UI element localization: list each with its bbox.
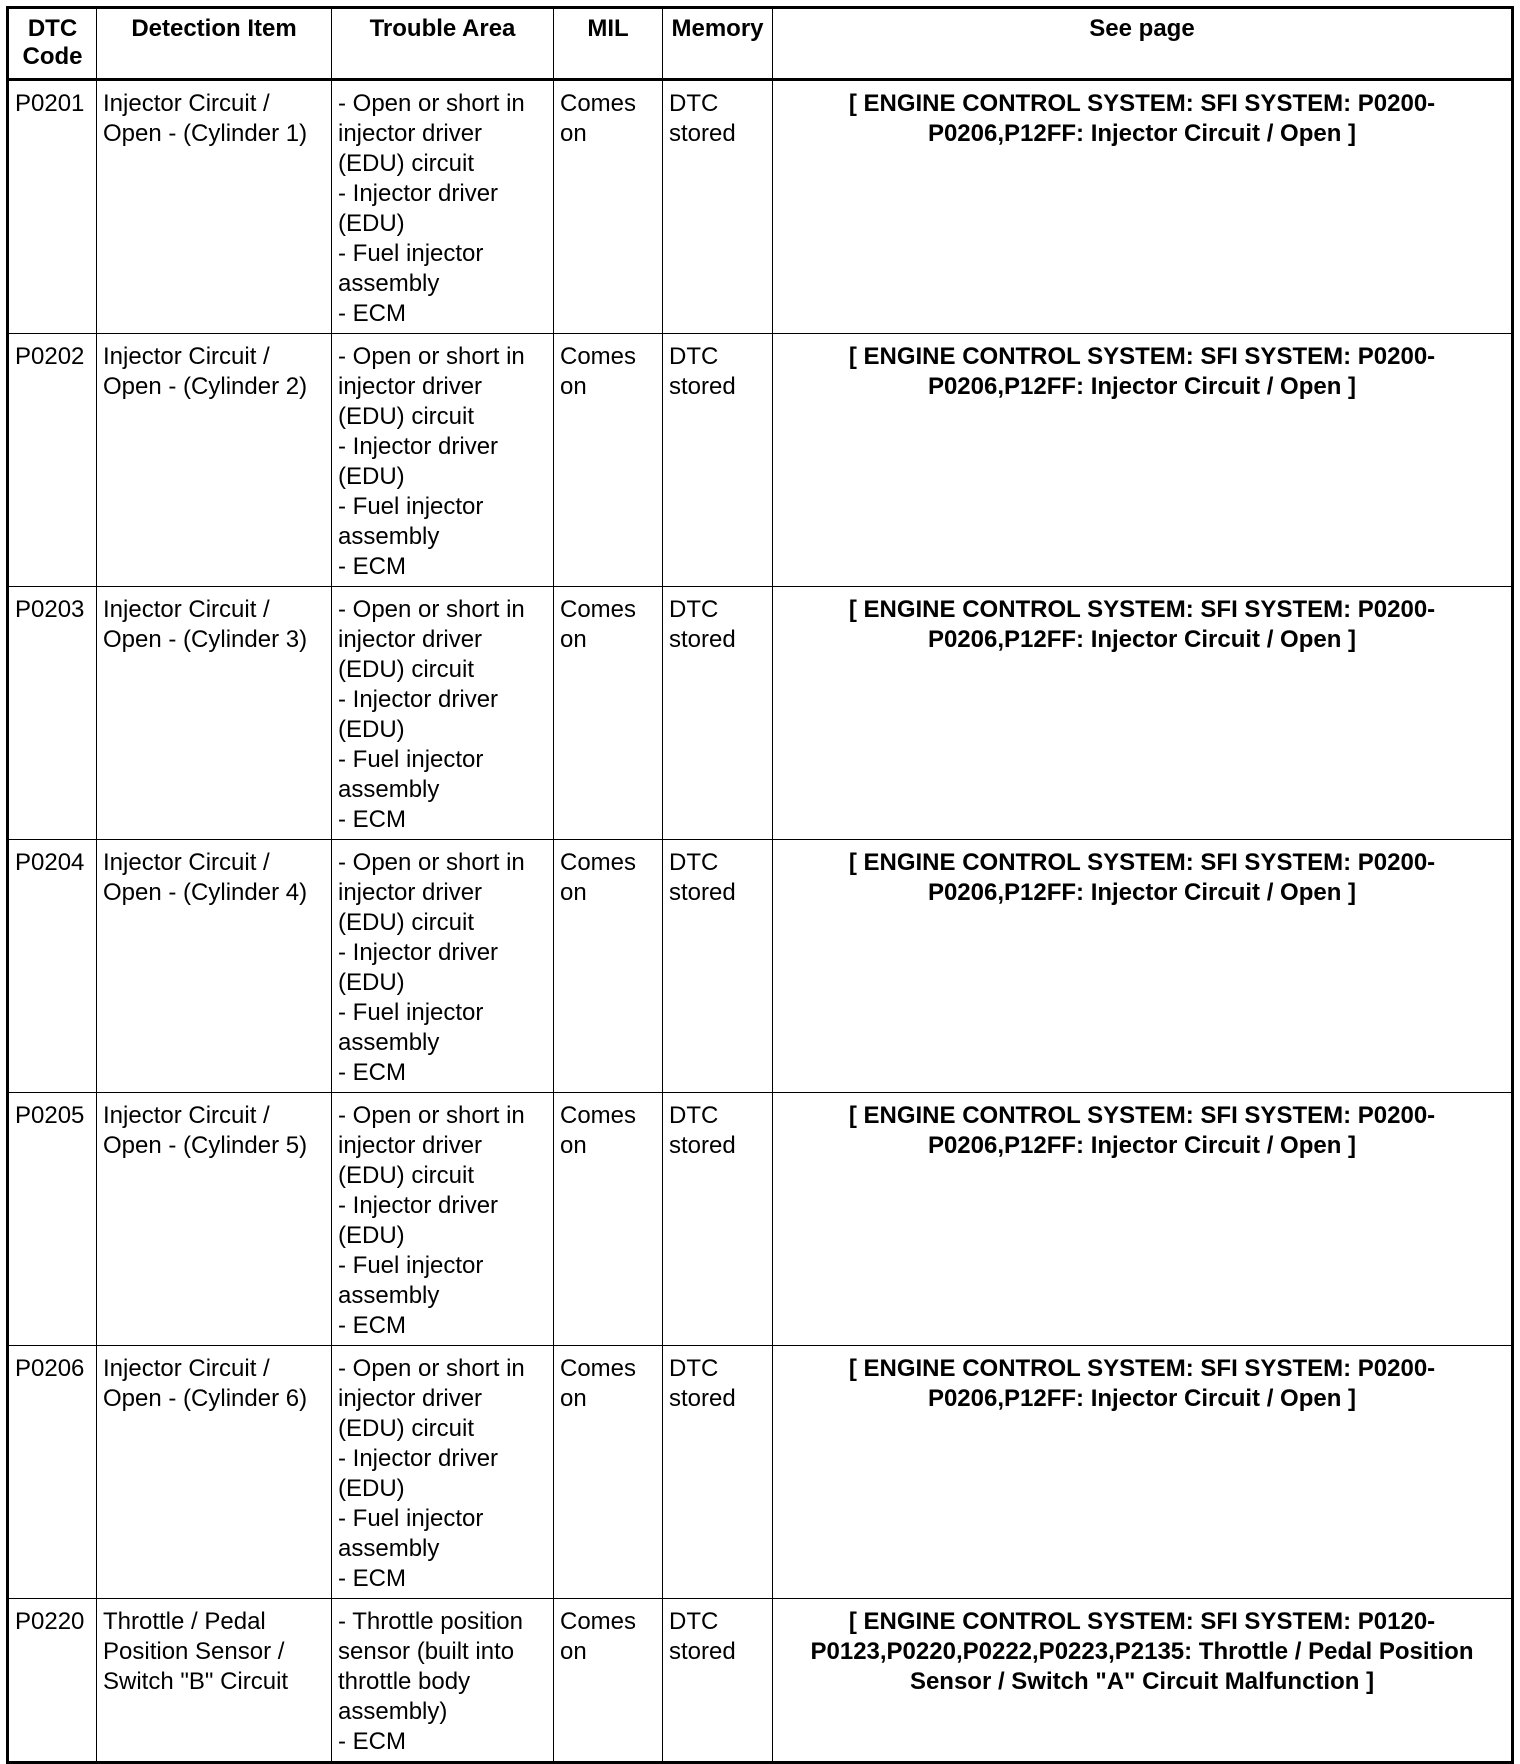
trouble-area-line: - ECM [338, 300, 406, 327]
header-see-page: See page [773, 8, 1513, 80]
detection-item-cell: Injector Circuit / Open - (Cylinder 1) [97, 80, 332, 334]
trouble-area-line: - ECM [338, 1059, 406, 1086]
dtc-code-cell: P0205 [8, 1093, 97, 1346]
see-page-reference: [ ENGINE CONTROL SYSTEM: SFI SYSTEM: P0200-P0206,P12FF: Injector Circuit / Open ] [773, 80, 1513, 334]
trouble-area-line: - Injector driver (EDU) [338, 1445, 499, 1502]
trouble-area-cell [332, 334, 554, 587]
table-row [8, 334, 1513, 587]
trouble-area-line: - Fuel injector assembly [338, 999, 484, 1056]
header-memory: Memory [663, 8, 773, 80]
trouble-area-cell [332, 1093, 554, 1346]
detection-item-cell: Injector Circuit / Open - (Cylinder 5) [97, 1093, 332, 1346]
dtc-table [6, 6, 1514, 1764]
memory-cell: DTC stored [663, 334, 773, 587]
see-page-reference: [ ENGINE CONTROL SYSTEM: SFI SYSTEM: P0120-P0123,P0220,P0222,P0223,P2135: Throttle / Pedal Position Sensor / Switch "A" Circuit Malfunction ] [773, 1599, 1513, 1763]
trouble-area-line: - Open or short in injector driver (EDU) circuit [338, 1102, 525, 1189]
trouble-area-line: - Injector driver (EDU) [338, 180, 499, 237]
dtc-document [6, 6, 1511, 1764]
trouble-area-line: - ECM [338, 553, 406, 580]
detection-item-cell: Injector Circuit / Open - (Cylinder 2) [97, 334, 332, 587]
header-dtc-code: DTC Code [8, 8, 97, 80]
dtc-code-cell: P0201 [8, 80, 97, 334]
detection-item-cell: Throttle / Pedal Position Sensor / Switch "B" Circuit [97, 1599, 332, 1763]
header-trouble-area: Trouble Area [332, 8, 554, 80]
trouble-area-line: - ECM [338, 1565, 406, 1592]
trouble-area-cell [332, 80, 554, 334]
detection-item-cell: Injector Circuit / Open - (Cylinder 3) [97, 587, 332, 840]
trouble-area-line: - ECM [338, 1312, 406, 1339]
see-page-reference: [ ENGINE CONTROL SYSTEM: SFI SYSTEM: P0200-P0206,P12FF: Injector Circuit / Open ] [773, 1346, 1513, 1599]
see-page-reference: [ ENGINE CONTROL SYSTEM: SFI SYSTEM: P0200-P0206,P12FF: Injector Circuit / Open ] [773, 334, 1513, 587]
trouble-area-cell [332, 1599, 554, 1763]
see-page-reference: [ ENGINE CONTROL SYSTEM: SFI SYSTEM: P0200-P0206,P12FF: Injector Circuit / Open ] [773, 840, 1513, 1093]
see-page-reference: [ ENGINE CONTROL SYSTEM: SFI SYSTEM: P0200-P0206,P12FF: Injector Circuit / Open ] [773, 587, 1513, 840]
trouble-area-line: - Injector driver (EDU) [338, 686, 499, 743]
trouble-area-line: - ECM [338, 1728, 406, 1755]
memory-cell: DTC stored [663, 1346, 773, 1599]
memory-cell: DTC stored [663, 1599, 773, 1763]
trouble-area-line: - Open or short in injector driver (EDU) circuit [338, 596, 525, 683]
detection-item-cell: Injector Circuit / Open - (Cylinder 4) [97, 840, 332, 1093]
header-mil: MIL [554, 8, 663, 80]
trouble-area-line: - Fuel injector assembly [338, 746, 484, 803]
trouble-area-line: - ECM [338, 806, 406, 833]
table-row [8, 1346, 1513, 1599]
mil-cell: Comes on [554, 840, 663, 1093]
table-row [8, 587, 1513, 840]
trouble-area-line: - Fuel injector assembly [338, 1505, 484, 1562]
dtc-code-cell: P0204 [8, 840, 97, 1093]
table-row [8, 1599, 1513, 1763]
table-row [8, 1093, 1513, 1346]
detection-item-cell: Injector Circuit / Open - (Cylinder 6) [97, 1346, 332, 1599]
mil-cell: Comes on [554, 587, 663, 840]
trouble-area-line: - Fuel injector assembly [338, 493, 484, 550]
dtc-code-cell: P0220 [8, 1599, 97, 1763]
header-detection-item: Detection Item [97, 8, 332, 80]
mil-cell: Comes on [554, 334, 663, 587]
trouble-area-cell [332, 1346, 554, 1599]
mil-cell: Comes on [554, 1599, 663, 1763]
trouble-area-line: - Injector driver (EDU) [338, 939, 499, 996]
mil-cell: Comes on [554, 1346, 663, 1599]
trouble-area-line: - Open or short in injector driver (EDU) circuit [338, 343, 525, 430]
trouble-area-line: - Fuel injector assembly [338, 1252, 484, 1309]
memory-cell: DTC stored [663, 1093, 773, 1346]
memory-cell: DTC stored [663, 80, 773, 334]
trouble-area-line: - Open or short in injector driver (EDU) circuit [338, 1355, 525, 1442]
dtc-code-cell: P0203 [8, 587, 97, 840]
trouble-area-cell [332, 840, 554, 1093]
trouble-area-line: - Open or short in injector driver (EDU) circuit [338, 90, 525, 177]
memory-cell: DTC stored [663, 840, 773, 1093]
trouble-area-line: - Throttle position sensor (built into throttle body assembly) [338, 1608, 523, 1725]
trouble-area-line: - Fuel injector assembly [338, 240, 484, 297]
dtc-code-cell: P0206 [8, 1346, 97, 1599]
memory-cell: DTC stored [663, 587, 773, 840]
see-page-reference: [ ENGINE CONTROL SYSTEM: SFI SYSTEM: P0200-P0206,P12FF: Injector Circuit / Open ] [773, 1093, 1513, 1346]
trouble-area-line: - Injector driver (EDU) [338, 433, 499, 490]
dtc-code-cell: P0202 [8, 334, 97, 587]
table-row [8, 840, 1513, 1093]
trouble-area-line: - Open or short in injector driver (EDU) circuit [338, 849, 525, 936]
trouble-area-line: - Injector driver (EDU) [338, 1192, 499, 1249]
mil-cell: Comes on [554, 80, 663, 334]
trouble-area-cell [332, 587, 554, 840]
mil-cell: Comes on [554, 1093, 663, 1346]
table-header-row [8, 8, 1513, 80]
table-row [8, 80, 1513, 334]
